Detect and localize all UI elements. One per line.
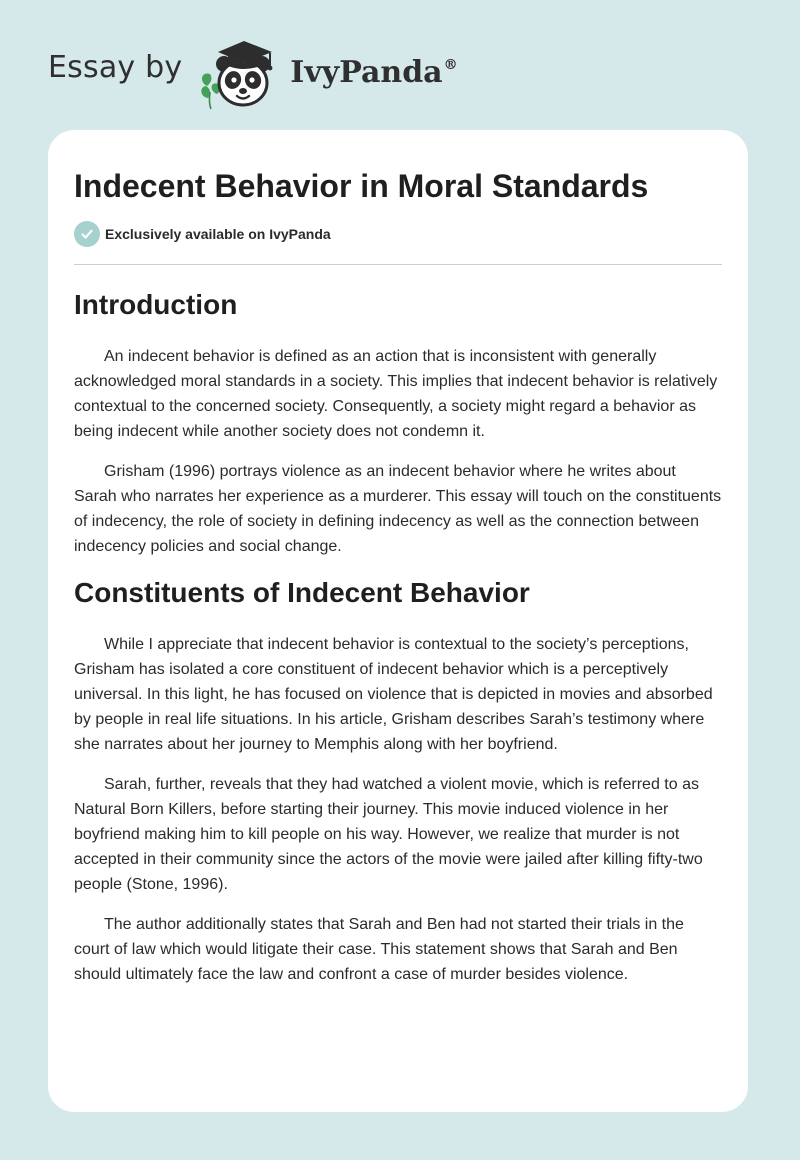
- title-divider: [74, 264, 722, 265]
- paragraph: The author additionally states that Sarah and Ben had not started their trials in the court of law which would litigate their case. This statement shows that Sarah and Ben should ultimately face the law and confront a case of murder besides violence.: [74, 916, 684, 983]
- brand-name: [290, 55, 457, 90]
- paragraph: An indecent behavior is defined as an action that is inconsistent with generally acknowledged moral standards in a society. This implies that indecent behavior is relatively contextual to the concerned society. Consequently, a society might regard a behavior as being indecent while another society does not condemn it.: [74, 348, 718, 440]
- registered-mark: ®: [443, 56, 458, 73]
- section-heading-introduction: Introduction: [74, 289, 238, 320]
- check-icon: [74, 221, 100, 247]
- exclusive-badge-row: [74, 220, 722, 248]
- paragraph: Grisham (1996) portrays violence as an indecent behavior where he writes about Sarah who narrates her experience as a murderer. This essay will touch on the constituents of indecency, the role of society in defining indecency as well as the connection between indecency policies and social change.: [74, 463, 722, 555]
- exclusive-label: Exclusively available on IvyPanda: [105, 226, 331, 242]
- panda-graduate-icon: [196, 30, 284, 110]
- section-heading-constituents: Constituents of Indecent Behavior: [74, 577, 530, 608]
- paragraph: Sarah, further, reveals that they had watched a violent movie, which is referred to as Natural Born Killers, before starting their journey. This movie induced violence in her boyfriend making him to kill people on his way. However, we realize that murder is not accepted in their community since the actors of the movie were jailed after killing fifty-two people (Stone, 1996).: [74, 776, 703, 893]
- brand-prefix: Essay by: [48, 49, 183, 85]
- brand-header: [48, 30, 458, 110]
- brand-name-text: IvyPanda: [290, 54, 443, 90]
- essay-title: Indecent Behavior in Moral Standards: [74, 168, 649, 204]
- paragraph: While I appreciate that indecent behavior is contextual to the society’s perceptions, Grisham has isolated a core constituent of indecent behavior which is a perceptively universal. In this light, he has focused on violence that is depicted in movies and absorbed by people in real life situations. In his article, Grisham describes Sarah’s testimony where she narrates about her journey to Memphis along with her boyfriend.: [74, 636, 713, 753]
- essay-card: [48, 130, 748, 1112]
